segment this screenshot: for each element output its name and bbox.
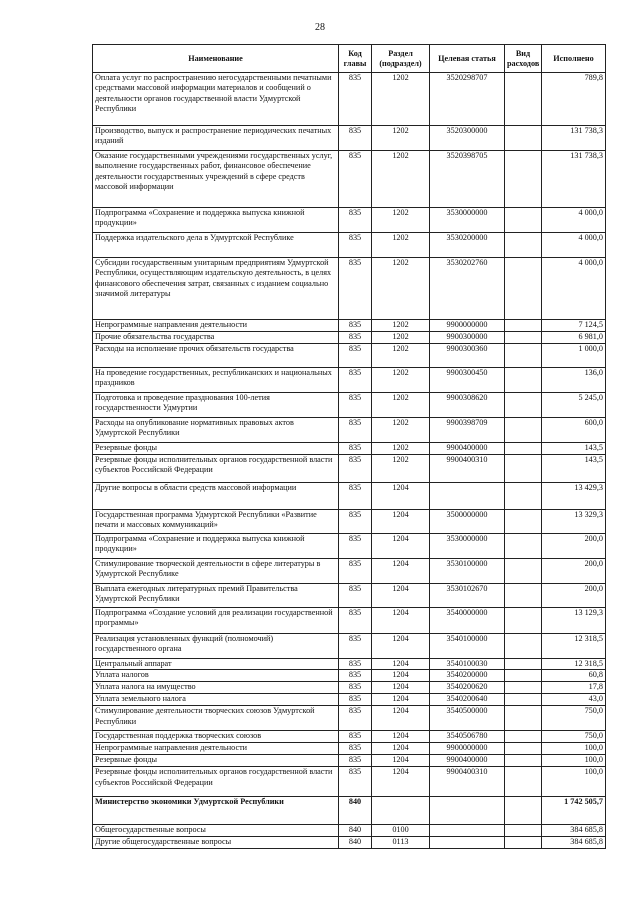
- table-row: [93, 332, 606, 344]
- cell-name: Подпрограмма «Создание условий для реализации государственной программы»: [93, 608, 339, 634]
- cell-chapter-code: 835: [339, 755, 372, 767]
- cell-name: Прочие обязательства государства: [93, 332, 339, 344]
- cell-expense-type: [505, 233, 542, 258]
- cell-expense-type: [505, 443, 542, 455]
- table-row: [93, 670, 606, 682]
- cell-executed: 136,0: [542, 368, 606, 393]
- cell-section: 1202: [372, 151, 430, 208]
- cell-target-article: [430, 483, 505, 510]
- cell-name: Производство, выпуск и распространение периодических печатных изданий: [93, 126, 339, 151]
- table-row: [93, 443, 606, 455]
- cell-executed: 4 000,0: [542, 233, 606, 258]
- cell-section: 1204: [372, 767, 430, 797]
- cell-section: 1204: [372, 743, 430, 755]
- cell-expense-type: [505, 706, 542, 731]
- cell-executed: 17,8: [542, 682, 606, 694]
- cell-name: Стимулирование деятельности творческих союзов Удмуртской Республики: [93, 706, 339, 731]
- cell-name: Центральный аппарат: [93, 659, 339, 670]
- cell-expense-type: [505, 731, 542, 743]
- cell-name: Государственная программа Удмуртской Республики «Развитие печати и массовых коммуникаций»: [93, 510, 339, 534]
- header-name: Наименование: [93, 45, 339, 73]
- cell-section: 1202: [372, 332, 430, 344]
- table-row: [93, 694, 606, 706]
- cell-name: Подпрограмма «Сохранение и поддержка выпуска книжной продукции»: [93, 208, 339, 233]
- cell-section: 1204: [372, 510, 430, 534]
- cell-target-article: 9900398709: [430, 418, 505, 443]
- cell-executed: 60,8: [542, 670, 606, 682]
- cell-name: Подпрограмма «Сохранение и поддержка выпуска книжной продукции»: [93, 534, 339, 559]
- cell-section: 1202: [372, 393, 430, 418]
- cell-name: Расходы на опубликование нормативных правовых актов Удмуртской Республики: [93, 418, 339, 443]
- table-row: [93, 483, 606, 510]
- cell-executed: 131 738,3: [542, 151, 606, 208]
- table-row: [93, 233, 606, 258]
- cell-executed: 13 329,3: [542, 510, 606, 534]
- cell-chapter-code: 835: [339, 731, 372, 743]
- cell-chapter-code: 840: [339, 837, 372, 849]
- cell-chapter-code: 835: [339, 670, 372, 682]
- cell-name: Уплата налога на имущество: [93, 682, 339, 694]
- table-row: [93, 393, 606, 418]
- cell-chapter-code: 835: [339, 208, 372, 233]
- table-row: [93, 682, 606, 694]
- cell-expense-type: [505, 151, 542, 208]
- cell-executed: 200,0: [542, 534, 606, 559]
- cell-chapter-code: 835: [339, 694, 372, 706]
- cell-target-article: 3540500000: [430, 706, 505, 731]
- cell-executed: 100,0: [542, 755, 606, 767]
- cell-section: 1204: [372, 483, 430, 510]
- cell-name: Поддержка издательского дела в Удмуртской Республике: [93, 233, 339, 258]
- cell-executed: 100,0: [542, 767, 606, 797]
- cell-executed: 12 318,5: [542, 634, 606, 659]
- cell-expense-type: [505, 258, 542, 320]
- table-row: [93, 659, 606, 670]
- table-row: [93, 559, 606, 584]
- cell-expense-type: [505, 393, 542, 418]
- cell-chapter-code: 835: [339, 584, 372, 608]
- cell-section: 0113: [372, 837, 430, 849]
- cell-executed: 600,0: [542, 418, 606, 443]
- cell-target-article: 3530200000: [430, 233, 505, 258]
- cell-target-article: [430, 825, 505, 837]
- table-header-row: [93, 45, 606, 73]
- table-row: [93, 344, 606, 368]
- cell-chapter-code: 835: [339, 393, 372, 418]
- cell-executed: 13 429,3: [542, 483, 606, 510]
- table-row: [93, 126, 606, 151]
- cell-name: Расходы на исполнение прочих обязательств государства: [93, 344, 339, 368]
- cell-expense-type: [505, 743, 542, 755]
- cell-target-article: 3540200620: [430, 682, 505, 694]
- cell-target-article: 3530000000: [430, 534, 505, 559]
- cell-expense-type: [505, 126, 542, 151]
- cell-target-article: 3530202760: [430, 258, 505, 320]
- cell-expense-type: [505, 368, 542, 393]
- cell-executed: 789,8: [542, 73, 606, 126]
- cell-chapter-code: 835: [339, 608, 372, 634]
- cell-name: Резервные фонды исполнительных органов государственной власти субъектов Российской Федерации: [93, 455, 339, 483]
- cell-executed: 7 124,5: [542, 320, 606, 332]
- cell-expense-type: [505, 825, 542, 837]
- cell-target-article: 3500000000: [430, 510, 505, 534]
- cell-chapter-code: 835: [339, 634, 372, 659]
- cell-target-article: 3540100030: [430, 659, 505, 670]
- table-row: [93, 208, 606, 233]
- cell-executed: 750,0: [542, 706, 606, 731]
- cell-executed: 131 738,3: [542, 126, 606, 151]
- cell-target-article: 9900400000: [430, 755, 505, 767]
- cell-chapter-code: 835: [339, 418, 372, 443]
- cell-section: 1202: [372, 233, 430, 258]
- cell-executed: 384 685,8: [542, 825, 606, 837]
- cell-section: 1202: [372, 344, 430, 368]
- cell-chapter-code: 835: [339, 682, 372, 694]
- cell-executed: 200,0: [542, 559, 606, 584]
- cell-chapter-code: 835: [339, 126, 372, 151]
- cell-target-article: [430, 837, 505, 849]
- cell-executed: 43,0: [542, 694, 606, 706]
- table-row: [93, 258, 606, 320]
- cell-target-article: 3520398705: [430, 151, 505, 208]
- page-number: 28: [315, 22, 325, 33]
- cell-chapter-code: 835: [339, 443, 372, 455]
- table-row: [93, 837, 606, 849]
- cell-name: Субсидии государственным унитарным предприятиям Удмуртской Республики, осуществляющим издательскую деятельность, в целях финансового обеспечения затрат, связанных с изданием социально значимой литературы: [93, 258, 339, 320]
- cell-section: 1202: [372, 73, 430, 126]
- cell-section: 1202: [372, 208, 430, 233]
- cell-target-article: 9900308620: [430, 393, 505, 418]
- cell-name: Подготовка и проведение празднования 100-летия государственности Удмуртии: [93, 393, 339, 418]
- table-row: [93, 797, 606, 825]
- table-row: [93, 731, 606, 743]
- cell-name: Резервные фонды: [93, 755, 339, 767]
- cell-chapter-code: 840: [339, 797, 372, 825]
- cell-executed: 143,5: [542, 455, 606, 483]
- table-row: [93, 634, 606, 659]
- table-row: [93, 706, 606, 731]
- cell-target-article: 9900400310: [430, 767, 505, 797]
- cell-chapter-code: 835: [339, 534, 372, 559]
- cell-section: 1202: [372, 418, 430, 443]
- cell-expense-type: [505, 659, 542, 670]
- cell-section: 1204: [372, 559, 430, 584]
- cell-target-article: [430, 797, 505, 825]
- cell-name: Резервные фонды исполнительных органов государственной власти субъектов Российской Федерации: [93, 767, 339, 797]
- cell-name: Министерство экономики Удмуртской Республики: [93, 797, 339, 825]
- budget-table: [92, 44, 606, 849]
- cell-section: 0100: [372, 825, 430, 837]
- cell-chapter-code: 835: [339, 767, 372, 797]
- cell-expense-type: [505, 670, 542, 682]
- cell-section: 1204: [372, 584, 430, 608]
- cell-section: 1204: [372, 534, 430, 559]
- cell-name: Резервные фонды: [93, 443, 339, 455]
- table-row: [93, 743, 606, 755]
- table-row: [93, 767, 606, 797]
- cell-chapter-code: 840: [339, 825, 372, 837]
- cell-executed: 5 245,0: [542, 393, 606, 418]
- cell-target-article: 3530102670: [430, 584, 505, 608]
- cell-executed: 6 981,0: [542, 332, 606, 344]
- cell-target-article: 3540200000: [430, 670, 505, 682]
- cell-section: 1202: [372, 126, 430, 151]
- cell-name: Другие общегосударственные вопросы: [93, 837, 339, 849]
- cell-target-article: 9900000000: [430, 743, 505, 755]
- cell-executed: 4 000,0: [542, 258, 606, 320]
- cell-name: Уплата земельного налога: [93, 694, 339, 706]
- cell-target-article: 9900300360: [430, 344, 505, 368]
- cell-expense-type: [505, 534, 542, 559]
- cell-expense-type: [505, 510, 542, 534]
- cell-name: Выплата ежегодных литературных премий Правительства Удмуртской Республики: [93, 584, 339, 608]
- table-row: [93, 320, 606, 332]
- cell-section: 1202: [372, 320, 430, 332]
- cell-executed: 100,0: [542, 743, 606, 755]
- cell-target-article: 9900400310: [430, 455, 505, 483]
- cell-chapter-code: 835: [339, 368, 372, 393]
- table-row: [93, 455, 606, 483]
- table-row: [93, 510, 606, 534]
- cell-expense-type: [505, 767, 542, 797]
- cell-target-article: 3540200640: [430, 694, 505, 706]
- cell-target-article: 3530000000: [430, 208, 505, 233]
- cell-expense-type: [505, 418, 542, 443]
- cell-section: 1204: [372, 755, 430, 767]
- cell-expense-type: [505, 320, 542, 332]
- cell-expense-type: [505, 797, 542, 825]
- header-expense-type: Вид расходов: [505, 45, 542, 73]
- table-row: [93, 608, 606, 634]
- cell-section: 1202: [372, 443, 430, 455]
- table-row: [93, 73, 606, 126]
- cell-name: Непрограммные направления деятельности: [93, 743, 339, 755]
- cell-chapter-code: 835: [339, 151, 372, 208]
- cell-name: Оказание государственными учреждениями государственных услуг, выполнение государственных работ, финансовое обеспечение деятельности государственных учреждений в сфере средств массовой информации: [93, 151, 339, 208]
- cell-chapter-code: 835: [339, 344, 372, 368]
- cell-expense-type: [505, 332, 542, 344]
- cell-target-article: 3520298707: [430, 73, 505, 126]
- cell-name: Реализация установленных функций (полномочий) государственного органа: [93, 634, 339, 659]
- cell-name: Государственная поддержка творческих союзов: [93, 731, 339, 743]
- cell-expense-type: [505, 837, 542, 849]
- cell-section: 1202: [372, 455, 430, 483]
- cell-executed: 384 685,8: [542, 837, 606, 849]
- cell-chapter-code: 835: [339, 743, 372, 755]
- table-row: [93, 151, 606, 208]
- cell-expense-type: [505, 584, 542, 608]
- cell-name: На проведение государственных, республиканских и национальных праздников: [93, 368, 339, 393]
- cell-target-article: 3520300000: [430, 126, 505, 151]
- cell-executed: 13 129,3: [542, 608, 606, 634]
- cell-name: Уплата налогов: [93, 670, 339, 682]
- cell-section: 1204: [372, 670, 430, 682]
- header-chapter-code: Код главы: [339, 45, 372, 73]
- cell-section: 1204: [372, 682, 430, 694]
- cell-name: Общегосударственные вопросы: [93, 825, 339, 837]
- cell-section: 1202: [372, 368, 430, 393]
- cell-chapter-code: 835: [339, 483, 372, 510]
- cell-expense-type: [505, 559, 542, 584]
- cell-chapter-code: 835: [339, 559, 372, 584]
- cell-expense-type: [505, 73, 542, 126]
- cell-chapter-code: 835: [339, 510, 372, 534]
- cell-name: Оплата услуг по распространению негосударственными печатными средствами массовой информации материалов и сообщений о деятельности органов государственной власти Удмуртской Республики: [93, 73, 339, 126]
- cell-chapter-code: 835: [339, 258, 372, 320]
- table-row: [93, 418, 606, 443]
- cell-executed: 750,0: [542, 731, 606, 743]
- cell-executed: 200,0: [542, 584, 606, 608]
- cell-expense-type: [505, 483, 542, 510]
- cell-executed: 143,5: [542, 443, 606, 455]
- cell-expense-type: [505, 344, 542, 368]
- cell-executed: 12 318,5: [542, 659, 606, 670]
- cell-name: Другие вопросы в области средств массовой информации: [93, 483, 339, 510]
- cell-target-article: 9900000000: [430, 320, 505, 332]
- cell-section: 1204: [372, 706, 430, 731]
- cell-executed: 1 742 505,7: [542, 797, 606, 825]
- cell-name: Стимулирование творческой деятельности в сфере литературы в Удмуртской Республике: [93, 559, 339, 584]
- cell-section: 1204: [372, 659, 430, 670]
- header-target-article: Целевая статья: [430, 45, 505, 73]
- cell-section: 1204: [372, 634, 430, 659]
- cell-chapter-code: 835: [339, 320, 372, 332]
- table-row: [93, 368, 606, 393]
- cell-chapter-code: 835: [339, 455, 372, 483]
- cell-chapter-code: 835: [339, 332, 372, 344]
- cell-target-article: 9900400000: [430, 443, 505, 455]
- cell-expense-type: [505, 608, 542, 634]
- cell-chapter-code: 835: [339, 659, 372, 670]
- cell-expense-type: [505, 682, 542, 694]
- cell-expense-type: [505, 634, 542, 659]
- cell-section: 1204: [372, 608, 430, 634]
- header-section: Раздел (подраздел): [372, 45, 430, 73]
- cell-target-article: 9900300450: [430, 368, 505, 393]
- table-row: [93, 534, 606, 559]
- header-executed: Исполнено: [542, 45, 606, 73]
- cell-name: Непрограммные направления деятельности: [93, 320, 339, 332]
- cell-expense-type: [505, 755, 542, 767]
- cell-target-article: 3540100000: [430, 634, 505, 659]
- cell-section: 1204: [372, 731, 430, 743]
- table-row: [93, 755, 606, 767]
- cell-expense-type: [505, 208, 542, 233]
- cell-expense-type: [505, 694, 542, 706]
- cell-chapter-code: 835: [339, 73, 372, 126]
- cell-target-article: 3540506780: [430, 731, 505, 743]
- cell-expense-type: [505, 455, 542, 483]
- cell-section: 1204: [372, 694, 430, 706]
- cell-target-article: 3530100000: [430, 559, 505, 584]
- cell-chapter-code: 835: [339, 233, 372, 258]
- cell-chapter-code: 835: [339, 706, 372, 731]
- cell-target-article: 9900300000: [430, 332, 505, 344]
- table-row: [93, 825, 606, 837]
- cell-target-article: 3540000000: [430, 608, 505, 634]
- cell-executed: 4 000,0: [542, 208, 606, 233]
- cell-section: 1202: [372, 258, 430, 320]
- table-row: [93, 584, 606, 608]
- cell-executed: 1 000,0: [542, 344, 606, 368]
- cell-section: [372, 797, 430, 825]
